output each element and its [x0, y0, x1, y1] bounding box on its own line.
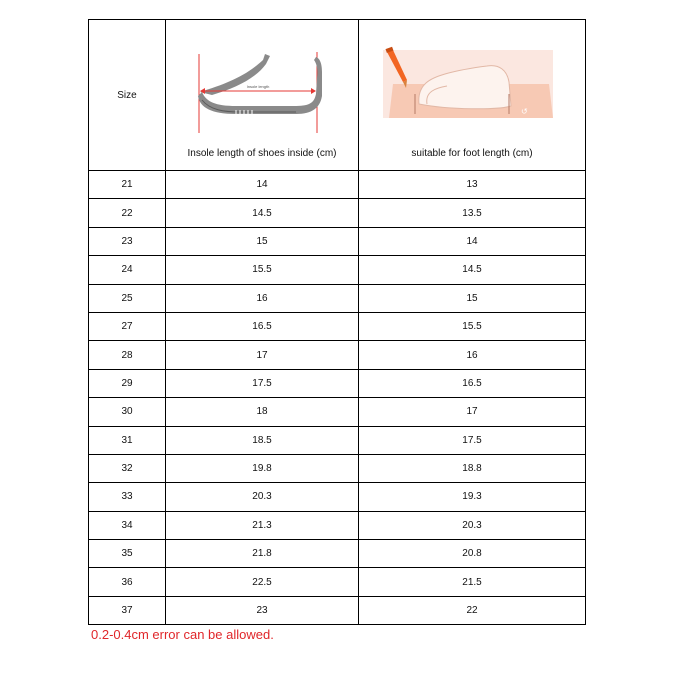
foot-length-cell: 16 [359, 341, 586, 369]
size-cell: 34 [89, 511, 166, 539]
insole-length-cell: 16.5 [166, 312, 359, 340]
insole-length-cell: 19.8 [166, 454, 359, 482]
table-row [89, 540, 586, 568]
table-row [89, 227, 586, 255]
foot-length-cell: 19.3 [359, 483, 586, 511]
size-cell: 29 [89, 369, 166, 397]
size-cell: 32 [89, 454, 166, 482]
size-chart-table [88, 19, 586, 625]
table-row [89, 199, 586, 227]
size-cell: 35 [89, 540, 166, 568]
insole-length-cell: 17.5 [166, 369, 359, 397]
size-cell: 28 [89, 341, 166, 369]
table-row [89, 568, 586, 596]
table-row [89, 171, 586, 199]
insole-length-cell: 18.5 [166, 426, 359, 454]
table-row [89, 369, 586, 397]
size-cell: 27 [89, 312, 166, 340]
size-cell: 24 [89, 256, 166, 284]
size-column-header [89, 20, 166, 171]
size-header-label: Size [117, 89, 137, 101]
table-row [89, 483, 586, 511]
tolerance-note: 0.2-0.4cm error can be allowed. [91, 627, 274, 642]
table-row [89, 511, 586, 539]
insole-length-cell: 23 [166, 596, 359, 624]
foot-length-cell: 15.5 [359, 312, 586, 340]
foot-length-cell: 13 [359, 171, 586, 199]
insole-length-cell: 22.5 [166, 568, 359, 596]
table-row [89, 454, 586, 482]
size-cell: 23 [89, 227, 166, 255]
insole-length-cell: 18 [166, 398, 359, 426]
foot-length-cell: 14.5 [359, 256, 586, 284]
size-cell: 31 [89, 426, 166, 454]
foot-column-header [359, 20, 586, 171]
table-row [89, 596, 586, 624]
insole-length-cell: 20.3 [166, 483, 359, 511]
table-row [89, 256, 586, 284]
size-cell: 36 [89, 568, 166, 596]
table-row [89, 312, 586, 340]
insole-length-annotation: Insole length [246, 84, 270, 89]
insole-length-cell: 14.5 [166, 199, 359, 227]
table-row [89, 398, 586, 426]
foot-length-cell: 14 [359, 227, 586, 255]
foot-length-cell: 16.5 [359, 369, 586, 397]
insole-header-label: Insole length of shoes inside (cm) [187, 148, 337, 159]
foot-length-cell: 21.5 [359, 568, 586, 596]
foot-length-cell: 13.5 [359, 199, 586, 227]
foot-length-cell: 17.5 [359, 426, 586, 454]
table-row [89, 341, 586, 369]
size-cell: 21 [89, 171, 166, 199]
insole-length-cell: 17 [166, 341, 359, 369]
insole-length-cell: 16 [166, 284, 359, 312]
foot-length-cell: 18.8 [359, 454, 586, 482]
insole-length-cell: 15 [166, 227, 359, 255]
foot-length-cell: 22 [359, 596, 586, 624]
foot-length-cell: 15 [359, 284, 586, 312]
size-cell: 37 [89, 596, 166, 624]
table-row [89, 284, 586, 312]
foot-size-mark-icon: ↺ [521, 107, 528, 116]
table-row [89, 426, 586, 454]
size-cell: 25 [89, 284, 166, 312]
insole-shoe-diagram [166, 44, 359, 134]
insole-length-cell: 15.5 [166, 256, 359, 284]
foot-length-cell: 20.8 [359, 540, 586, 568]
size-cell: 33 [89, 483, 166, 511]
insole-length-cell: 21.8 [166, 540, 359, 568]
size-cell: 30 [89, 398, 166, 426]
foot-length-cell: 17 [359, 398, 586, 426]
header-row [89, 20, 586, 171]
insole-length-cell: 14 [166, 171, 359, 199]
foot-measure-illustration [359, 44, 586, 134]
insole-length-cell: 21.3 [166, 511, 359, 539]
foot-length-cell: 20.3 [359, 511, 586, 539]
insole-column-header [166, 20, 359, 171]
foot-header-label: suitable for foot length (cm) [411, 148, 533, 159]
size-cell: 22 [89, 199, 166, 227]
